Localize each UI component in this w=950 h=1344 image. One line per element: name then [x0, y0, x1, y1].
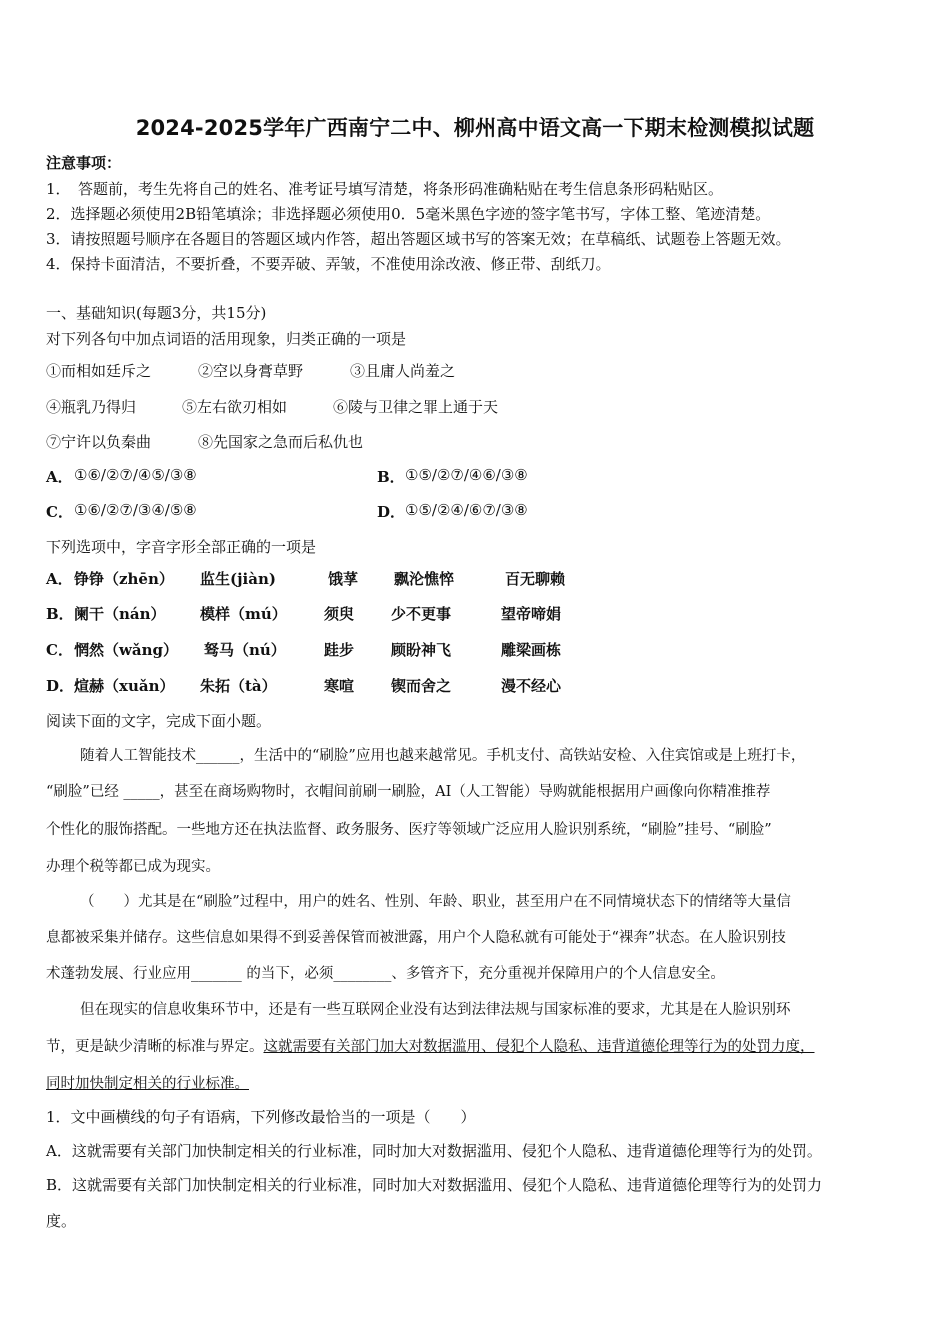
notice-heading: 注意事项：: [46, 154, 122, 172]
notice-item: 4．保持卡面清洁，不要折叠，不要弄破、弄皱，不准使用涂改液、修正带、刮纸刀。: [46, 255, 611, 273]
option-label: D．: [46, 677, 75, 695]
option-label: C．: [46, 641, 73, 659]
sentence-item: ①而相如廷斥之: [46, 362, 152, 380]
option-cell: 铮铮（zhēn）: [74, 570, 174, 588]
option-cell: 模样（mú）: [200, 605, 287, 623]
option-text: ①⑥/②⑦/③④/⑤⑧: [74, 501, 197, 519]
option-text: 度。: [46, 1212, 77, 1230]
option-cell: 望帝啼娟: [501, 605, 562, 623]
passage-line: 术蓬勃发展、行业应用_______ 的当下，必须________、多管齐下，充分重视并保障用户的个人信息安全。: [46, 966, 725, 982]
option-cell: 顾盼神飞: [391, 641, 452, 659]
option-text: ①⑤/②⑦/④⑥/③⑧: [405, 466, 528, 484]
option-text: A．这就需要有关部门加快制定相关的行业标准，同时加大对数据滥用、侵犯个人隐私、违背道德伦理等行为的处罚。: [46, 1142, 822, 1160]
option-text: B．这就需要有关部门加快制定相关的行业标准，同时加大对数据滥用、侵犯个人隐私、违背道德伦理等行为的处罚力: [46, 1176, 823, 1194]
notice-item: 1． 答题前，考生先将自己的姓名、准考证号填写清楚，将条形码准确粘贴在考生信息条形码粘贴区。: [46, 180, 724, 198]
option-cell: 飘沦憔悴: [394, 570, 455, 588]
underlined-sentence: 这就需要有关部门加大对数据滥用、侵犯个人隐私、违背道德伦理等行为的处罚力度，: [263, 1039, 815, 1055]
passage-line: 但在现实的信息收集环节中，还是有一些互联网企业没有达到法律法规与国家标准的要求，尤其是在人脸识别环: [80, 1002, 791, 1018]
passage-line: [46, 1035, 815, 1056]
sentence-item: ⑤左右欲刃相如: [182, 398, 288, 416]
option-text: ①⑥/②⑦/④⑤/③⑧: [74, 466, 197, 484]
sentence-item: ⑦宁许以负秦曲: [46, 433, 152, 451]
reading-intro: 阅读下面的文字，完成下面小题。: [46, 712, 272, 730]
option-label: A．: [46, 570, 73, 588]
question-stem: 对下列各句中加点词语的活用现象，归类正确的一项是: [46, 330, 407, 348]
option-cell: 锲而舍之: [391, 677, 452, 695]
sentence-item: ④瓶乳乃得归: [46, 398, 137, 416]
passage-line: 个性化的服饰搭配。一些地方还在执法监督、政务服务、医疗等领域广泛应用人脸识别系统，“刷脸”挂号、“刷脸”: [46, 822, 772, 838]
option-cell: 雕梁画栋: [501, 641, 562, 659]
option-cell: 煊赫（xuǎn）: [74, 677, 175, 695]
option-cell: 少不更事: [391, 605, 452, 623]
sentence-item: ⑥陵与卫律之罪上通于天: [333, 398, 499, 416]
option-label: B．: [46, 605, 74, 623]
page-title: 2024-2025学年广西南宁二中、柳州高中语文高一下期末检测模拟试题: [135, 116, 815, 140]
sentence-item: ③且庸人尚羞之: [350, 362, 456, 380]
passage-text: 节，更是缺少清晰的标准与界定。: [46, 1039, 264, 1055]
option-label: D．: [377, 503, 406, 521]
option-cell: 朱拓（tà）: [200, 677, 277, 695]
passage-line: 随着人工智能技术______，生活中的“刷脸”应用也越来越常见。手机支付、高铁站安检、入住宾馆或是上班打卡，: [80, 748, 806, 764]
option-text: ①⑤/②④/⑥⑦/③⑧: [405, 501, 528, 519]
option-cell: 寒喧: [324, 677, 355, 695]
option-cell: 阑干（nán）: [74, 605, 166, 623]
notice-item: 3．请按照题号顺序在各题目的答题区域内作答，超出答题区域书写的答案无效；在草稿纸、试题卷上答题无效。: [46, 230, 791, 248]
passage-line: 息都被采集并储存。这些信息如果得不到妥善保管而被泄露，用户个人隐私就有可能处于“裸奔”状态。在人脸识别技: [46, 930, 786, 946]
passage-line: （ ）尤其是在“刷脸”过程中，用户的姓名、性别、年龄、职业，甚至用户在不同情境状态下的情绪等大量信: [80, 894, 791, 910]
option-cell: 驽马（nú）: [204, 641, 286, 659]
notice-item: 2．选择题必须使用2B铅笔填涂；非选择题必须使用0．5毫米黑色字迹的签字笔书写，字体工整、笔迹清楚。: [46, 205, 771, 223]
option-label: C．: [46, 503, 73, 521]
option-cell: 饿莩: [328, 570, 359, 588]
option-label: B．: [377, 468, 405, 486]
sentence-item: ②空以身膏草野: [198, 362, 304, 380]
sentence-item: ⑧先国家之急而后私仇也: [198, 433, 364, 451]
question-stem: 下列选项中，字音字形全部正确的一项是: [46, 538, 317, 556]
option-cell: 监生(jiàn): [200, 570, 276, 588]
option-cell: 跬步: [324, 641, 355, 659]
passage-line: “刷脸”已经 _____，甚至在商场购物时，衣帽间前刷一刷脸，AI（人工智能）导购就能根据用户画像向你精准推荐: [46, 784, 771, 800]
option-cell: 须臾: [324, 605, 355, 623]
option-cell: 惘然（wǎng）: [74, 641, 179, 659]
underlined-sentence: 同时加快制定相关的行业标准。: [46, 1076, 249, 1092]
option-label: A．: [46, 468, 73, 486]
option-cell: 百无聊赖: [505, 570, 566, 588]
option-cell: 漫不经心: [501, 677, 562, 695]
section-heading: 一、基础知识(每题3分，共15分): [46, 304, 267, 322]
question-stem: 1．文中画横线的句子有语病，下列修改最恰当的一项是（ ）: [46, 1108, 476, 1126]
passage-line: 办理个税等都已成为现实。: [46, 859, 220, 875]
